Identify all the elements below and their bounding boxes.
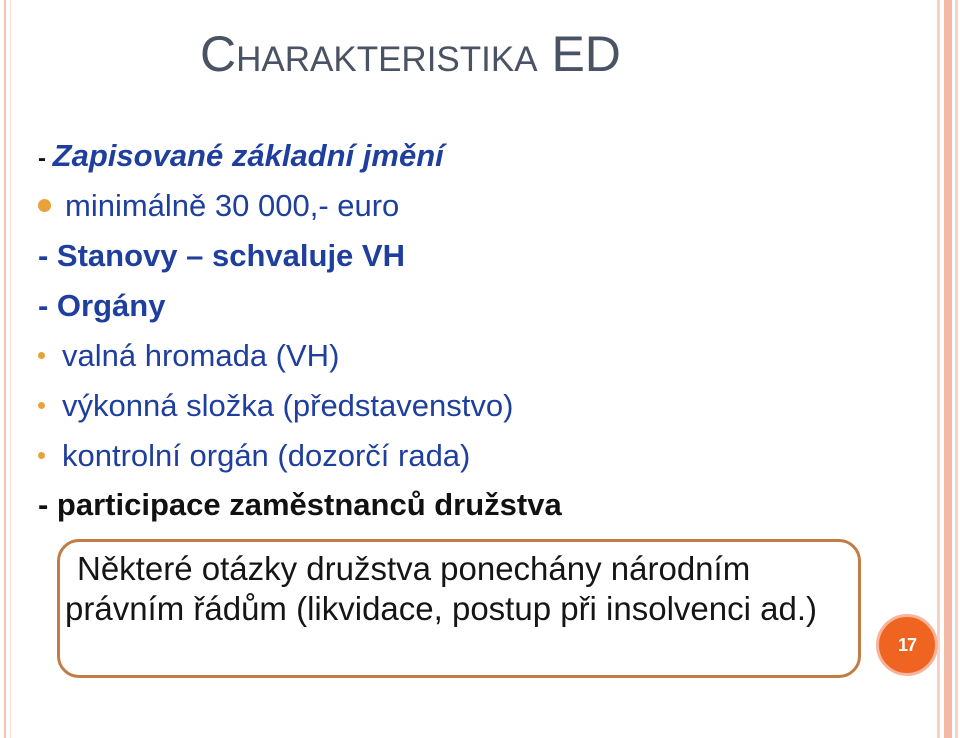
content-line-supervisory — [38, 436, 470, 476]
content-line-general-meeting — [38, 336, 339, 376]
content-line-organs — [38, 286, 165, 326]
content-line-statutes — [38, 236, 405, 276]
statutes-text: - Stanovy – schvaluje VH — [38, 238, 405, 273]
organs-heading: - Orgány — [38, 288, 166, 323]
line-dash: - — [38, 145, 53, 172]
slide-title-text: Charakteristika ED — [200, 26, 621, 82]
general-meeting-text: valná hromada (VH) — [62, 338, 340, 373]
executive-text: výkonná složka (představenstvo) — [62, 388, 514, 423]
supervisory-text: kontrolní orgán (dozorčí rada) — [62, 438, 471, 473]
content-line-registered-capital — [38, 136, 444, 179]
content-line-executive — [38, 386, 513, 426]
minimum-capital-text: minimálně 30 000,- euro — [65, 188, 400, 223]
participation-text: - participace zaměstnanců družstva — [38, 487, 562, 522]
left-decor-line — [4, 0, 6, 738]
left-decor-line-thin — [10, 0, 11, 738]
content-line-minimum — [38, 186, 399, 226]
right-decor-band-outer — [955, 0, 958, 738]
right-decor-band-inner — [937, 0, 940, 738]
bullet-icon — [38, 352, 45, 359]
slide-title — [200, 24, 900, 84]
right-decor-band — [944, 0, 952, 738]
bullet-icon — [38, 402, 45, 409]
bullet-icon — [38, 452, 45, 459]
page-number: 17 — [897, 634, 917, 655]
bullet-icon — [38, 199, 51, 212]
content-line-participation — [38, 485, 562, 525]
note-text: Některé otázky družstva ponechány národním právním řádům (likvidace, postup při insolvenci ad.) — [65, 550, 817, 627]
registered-capital-heading: Zapisované základní jmění — [52, 138, 444, 173]
page-number-badge — [876, 614, 938, 676]
